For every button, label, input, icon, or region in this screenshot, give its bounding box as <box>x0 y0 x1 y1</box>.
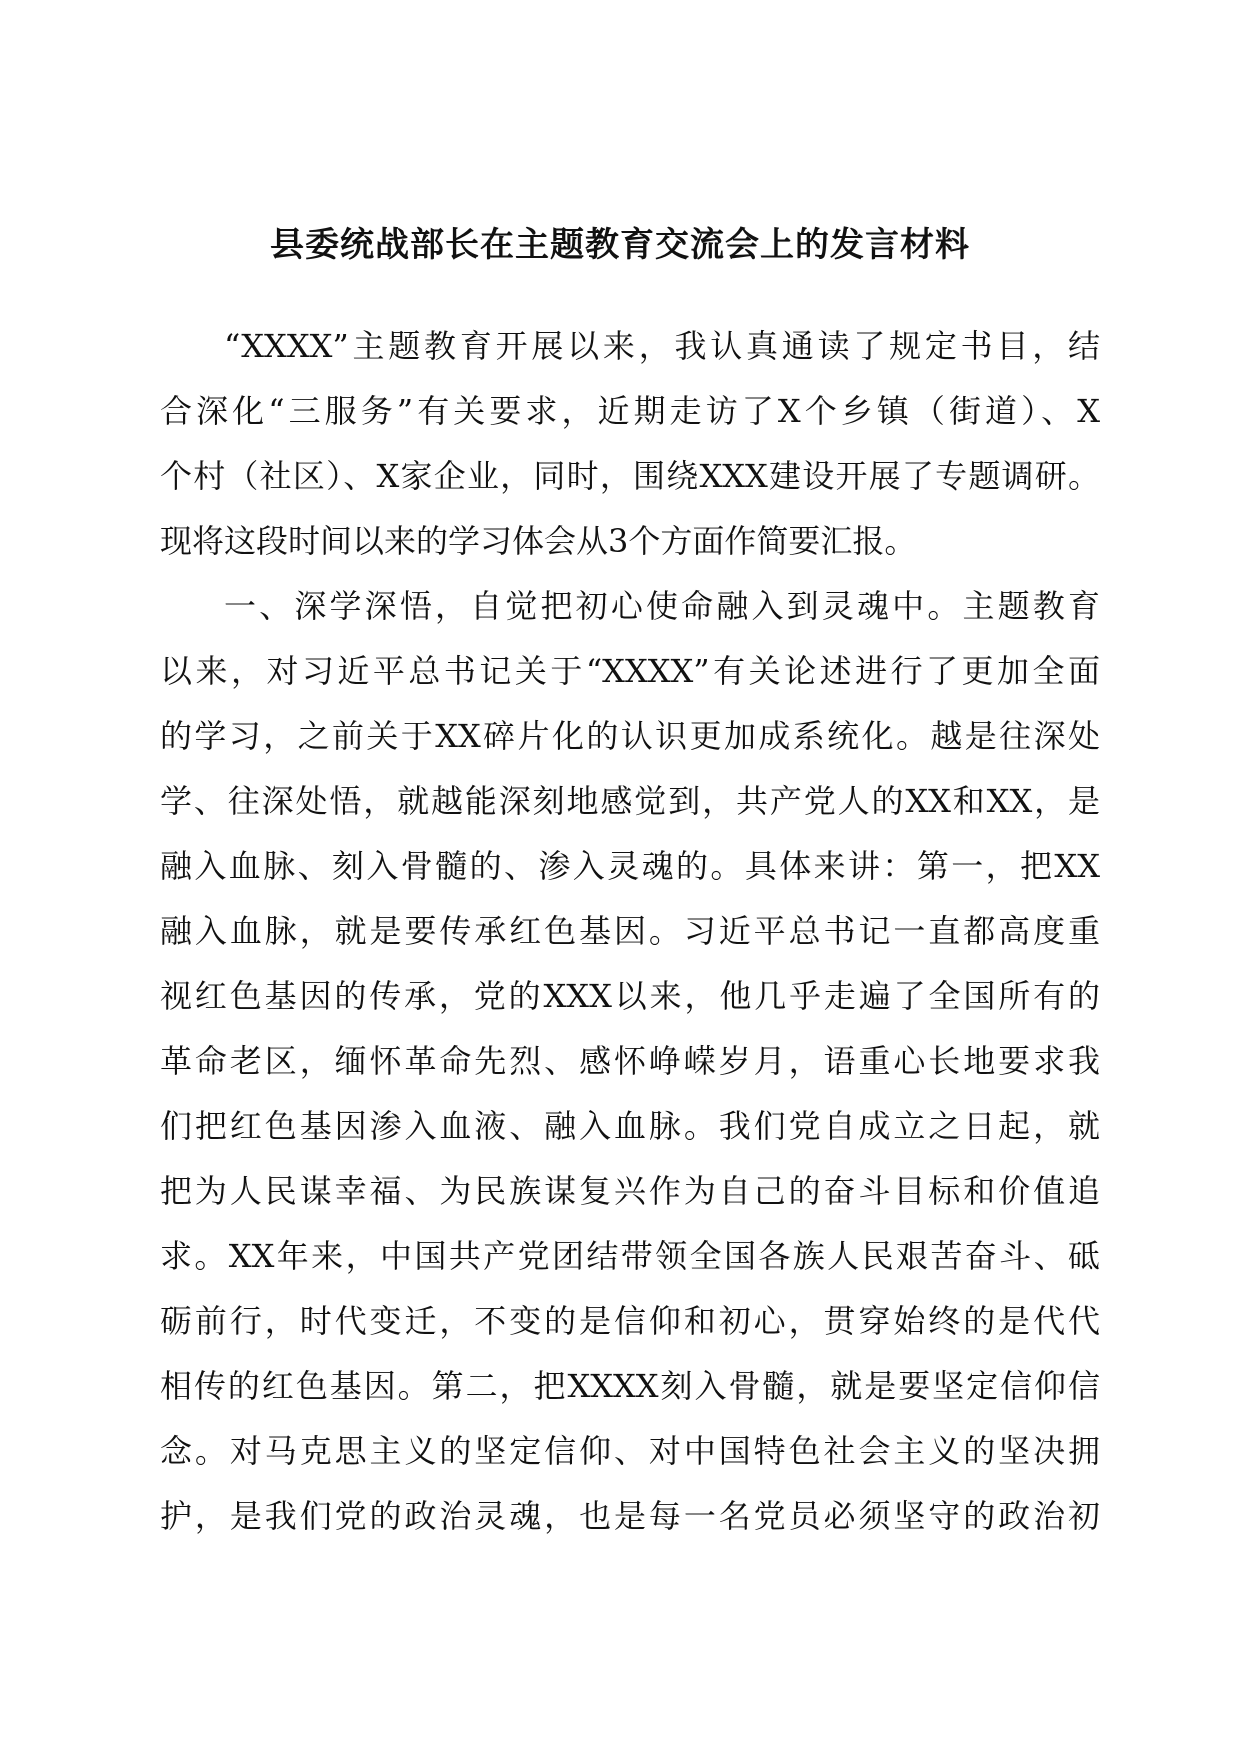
paragraph-line: 融入血脉、刻入骨髓的、渗入灵魂的。具体来讲：第一，把XX <box>160 847 1100 885</box>
paragraph-line: 把为人民谋幸福、为民族谋复兴作为自己的奋斗目标和价值追 <box>160 1172 1100 1210</box>
paragraph-line: 合深化“三服务”有关要求，近期走访了X个乡镇（街道）、X <box>160 392 1100 430</box>
paragraph-line: 学、往深处悟，就越能深刻地感觉到，共产党人的XX和XX，是 <box>160 782 1100 820</box>
paragraph-line: 们把红色基因渗入血液、融入血脉。我们党自成立之日起，就 <box>160 1107 1100 1145</box>
paragraph-line: 砺前行，时代变迁，不变的是信仰和初心，贯穿始终的是代代 <box>160 1302 1100 1340</box>
paragraph-line: 相传的红色基因。第二，把XXXX刻入骨髓，就是要坚定信仰信 <box>160 1367 1100 1405</box>
paragraph-line: 一、深学深悟，自觉把初心使命融入到灵魂中。主题教育 <box>224 587 1100 625</box>
paragraph-line: 以来，对习近平总书记关于“XXXX”有关论述进行了更加全面 <box>160 652 1100 690</box>
paragraph-line: 现将这段时间以来的学习体会从3个方面作简要汇报。 <box>160 522 917 560</box>
paragraph-line: 革命老区，缅怀革命先烈、感怀峥嵘岁月，语重心长地要求我 <box>160 1042 1100 1080</box>
document-title: 县委统战部长在主题教育交流会上的发言材料 <box>270 225 970 265</box>
paragraph-line: 融入血脉，就是要传承红色基因。习近平总书记一直都高度重 <box>160 912 1100 950</box>
paragraph-line: 个村（社区）、X家企业，同时，围绕XXX建设开展了专题调研。 <box>160 457 1100 495</box>
paragraph-line: 的学习，之前关于XX碎片化的认识更加成系统化。越是往深处 <box>160 717 1100 755</box>
paragraph-line: 念。对马克思主义的坚定信仰、对中国特色社会主义的坚决拥 <box>160 1432 1100 1470</box>
paragraph-line: 视红色基因的传承，党的XXX以来，他几乎走遍了全国所有的 <box>160 977 1100 1015</box>
paragraph-line: 求。XX年来，中国共产党团结带领全国各族人民艰苦奋斗、砥 <box>160 1237 1100 1275</box>
paragraph-line: 护，是我们党的政治灵魂，也是每一名党员必须坚守的政治初 <box>160 1497 1100 1535</box>
paragraph-line: “XXXX”主题教育开展以来，我认真通读了规定书目，结 <box>224 327 1100 365</box>
